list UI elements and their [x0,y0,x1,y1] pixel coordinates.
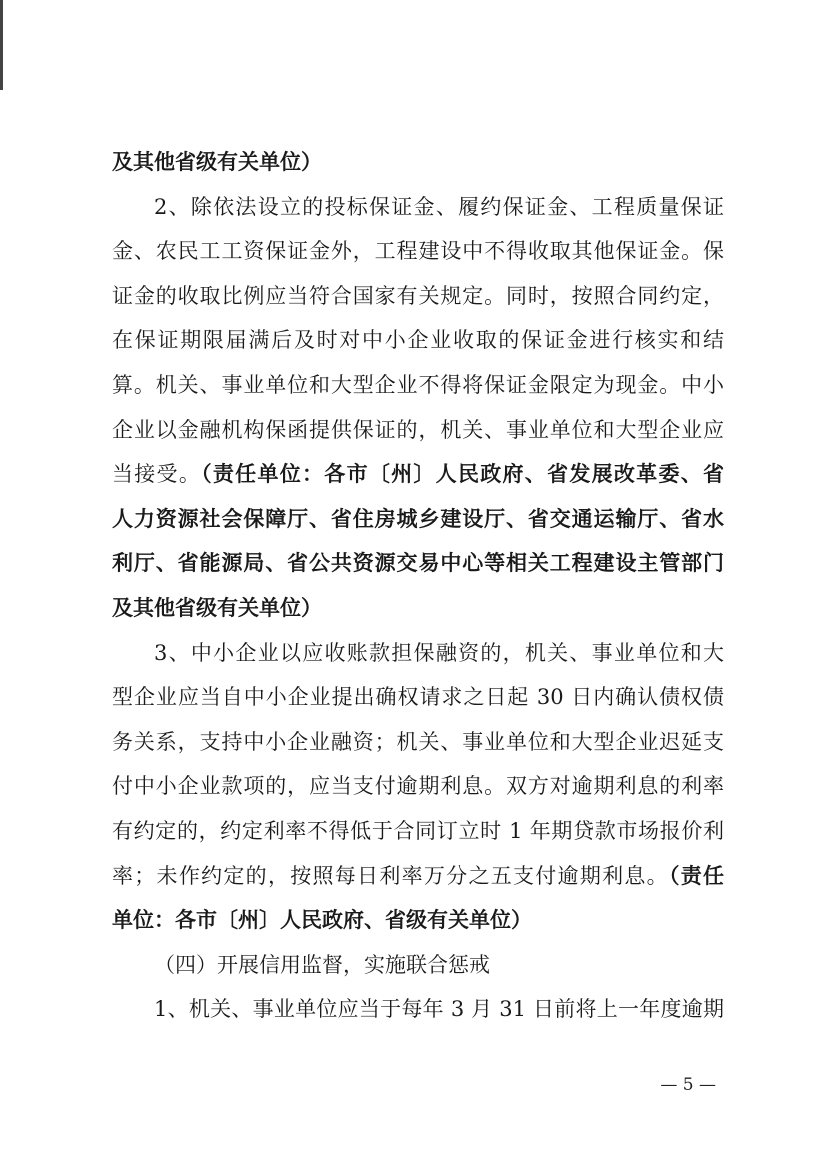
text-run-bold: 人力资源社会保障厅、省住房城乡建设厅、省交通运输厅、省水 [112,506,724,531]
text-run: 在保证期限届满后及时对中小企业收取的保证金进行核实和结 [112,328,724,353]
line-7 [112,452,724,497]
text-run: 率；未作约定的，按照每日利率万分之五支付逾期利息。 [112,863,669,888]
line-19 [112,987,724,1032]
text-run: 当接受。 [112,462,202,487]
document-body [112,140,724,1032]
scan-edge-mark [0,0,3,90]
text-run: 1、机关、事业单位应当于每年 3 月 31 日前将上一年度逾期 [154,997,724,1022]
text-run: 企业以金融机构保函提供保证的，机关、事业单位和大型企业应 [112,417,724,442]
line-11 [112,631,724,676]
line-12 [112,675,724,720]
text-run: 及其他省级有关单位） [112,150,322,174]
line-8 [112,497,724,542]
line-2 [112,229,724,274]
text-run: 有约定的，约定利率不得低于合同订立时 1 年期贷款市场报价利 [112,818,724,843]
line-0 [112,140,724,185]
text-run: 型企业应当自中小企业提出确权请求之日起 30 日内确认债权债 [112,685,724,710]
text-run: 务关系，支持中小企业融资；机关、事业单位和大型企业迟延支 [112,729,724,754]
line-17 [112,898,724,943]
line-6 [112,408,724,453]
section-heading: （四）开展信用监督，实施联合惩戒 [154,952,490,977]
line-3 [112,274,724,319]
line-15 [112,809,724,854]
text-run: 算。机关、事业单位和大型企业不得将保证金限定为现金。中小 [112,372,724,397]
line-10 [112,586,724,631]
text-run: 3、中小企业以应收账款担保融资的，机关、事业单位和大 [154,640,724,665]
line-16 [112,854,724,899]
text-run: 2、除依法设立的投标保证金、履约保证金、工程质量保证 [154,194,724,219]
text-run: 金、农民工工资保证金外，工程建设中不得收取其他保证金。保 [112,239,724,264]
line-18 [112,943,724,988]
text-run: 证金的收取比例应当符合国家有关规定。同时，按照合同约定， [112,283,724,308]
line-1 [112,185,724,230]
text-run-bold: 单位：各市〔州〕人民政府、省级有关单位） [112,908,532,933]
text-run-bold: （责任单位：各市〔州〕人民政府、省发展改革委、省 [201,462,724,487]
line-13 [112,720,724,765]
line-14 [112,764,724,809]
text-run-bold: 及其他省级有关单位） [112,595,322,620]
page-number: — 5 — [660,1075,716,1095]
line-9 [112,541,724,586]
text-run-bold: 利厅、省能源局、省公共资源交易中心等相关工程建设主管部门 [112,551,724,576]
line-4 [112,318,724,363]
text-run-bold: （责任 [668,863,724,888]
line-5 [112,363,724,408]
text-run: 付中小企业款项的，应当支付逾期利息。双方对逾期利息的利率 [112,774,724,799]
